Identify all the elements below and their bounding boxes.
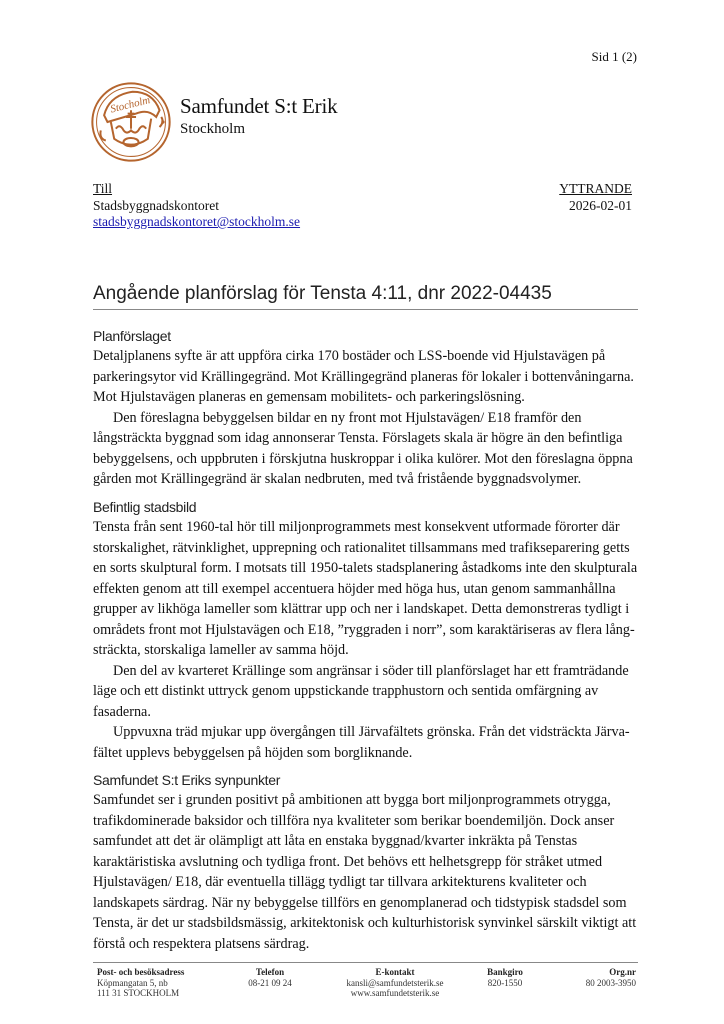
recipient-name: Stadsbyggnadskontoret xyxy=(93,197,219,213)
footer-contact xyxy=(335,967,455,999)
recipient-label: Till xyxy=(93,181,113,196)
document-type-block xyxy=(559,181,632,214)
samfundet-logo-icon xyxy=(89,80,173,164)
footer-text: Köpmangatan 5, nb xyxy=(97,977,168,988)
section-planforslaget xyxy=(93,328,641,490)
paragraph: Uppvuxna träd mjukar upp övergången till Järvafältets grönska. Från det vidsträckta Järvafältet upplevs bebyggelsen på höjden som borgliknande. xyxy=(93,724,630,761)
paragraph: Detaljplanens syfte är att uppföra cirka 170 bostäder och LSS-boende vid Hjulstavägen på parkeringsytor vid Krällingegränd. Mot Krällingegränd planeras för lokaler i bottenvåningarna. Mot Hjulstavägen planeras en gemensam mobilitets- och parkeringslösning. xyxy=(93,348,634,405)
footer-heading: Telefon xyxy=(255,967,285,977)
footer-heading: E-kontakt xyxy=(375,967,415,977)
recipient-block xyxy=(93,181,300,231)
document-date: 2026-02-01 xyxy=(569,197,632,213)
paragraph: Samfundet ser i grunden positivt på ambitionen att bygga bort miljonprogrammets otrygga, trafikdominerade baksidor och tillföra nya kvaliteter som berikar boendemiljön. Dock anser samfundet att det är olämpligt att låta en enstaka byggnad/kvarter inkräkta på Tenstas karaktäristiska avslutning och tydliga front. Det behövs ett helhetsgrepp för stråket utmed Hjulstavägen/ E18, där eventuella tillägg tydligt tar tillvara arkitekturens kvaliteter och landskapets särdrag. När ny bebyggelse tillförs en genomplanerad och tidstypisk stadsdel som Tensta, är det ur stadsbildsmässig, arkitektonisk och kulturhistorisk synvinkel särskilt viktigt att förstå och respektera platsens särdrag. xyxy=(93,792,637,952)
footer-text: 80 2003-3950 xyxy=(585,977,636,988)
footer-text: 820-1550 xyxy=(487,977,523,988)
footer-website[interactable]: www.samfundetsterik.se xyxy=(350,988,440,998)
footer-heading: Org.nr xyxy=(609,967,636,977)
footer-heading: Post- och besöksadress xyxy=(97,967,185,977)
svg-text:Stocholm: Stocholm xyxy=(109,94,152,116)
footer-phone xyxy=(240,967,300,988)
organization-city: Stockholm xyxy=(180,121,246,137)
footer-address xyxy=(97,967,184,999)
title-divider xyxy=(93,309,638,310)
footer-heading: Bankgiro xyxy=(487,967,523,977)
section-heading: Samfundet S:t Eriks synpunkter xyxy=(93,772,281,788)
organization-name: Samfundet S:t Erik xyxy=(180,94,338,118)
paragraph: Den del av kvarteret Krällinge som angränsar i söder till planförslaget har ett framträdande läge och ett distinkt uttryck genom uppstickande trapphustorn och sentida omfärgning av fasaderna. xyxy=(93,662,629,720)
section-synpunkter xyxy=(93,772,641,954)
section-heading: Planförslaget xyxy=(93,328,171,344)
footer-bankgiro xyxy=(480,967,530,988)
page-number: Sid 1 (2) xyxy=(591,49,637,64)
footer-orgnr xyxy=(586,967,636,988)
section-befintlig-stadsbild xyxy=(93,499,641,763)
footer-text: 111 31 STOCKHOLM xyxy=(97,988,180,998)
document-type: YTTRANDE xyxy=(559,181,632,196)
paragraph: Tensta från sent 1960-tal hör till miljonprogrammets mest konsekvent utformade förorter där storskalighet, rätvinklighet, upprepning och rationalitet tillsammans med trafikseparering getts en sorts skulptural form. I motsats till 1950-talets stadsplanering åstadkoms inte den skulpturala effekten genom att till exempel accentuera höjder med höga hus, utan genom sammanhållna grupper av likhöga lameller som klättrar upp och ner i landskapet. Detta demonstreras tydligt i områdets front mot Hjulstavägen och E18, ”ryggraden i norr”, som karaktäriseras av flera långsträckta, storskaliga lameller av samma höjd. xyxy=(93,519,638,658)
footer-email[interactable]: kansli@samfundetsterik.se xyxy=(346,977,444,988)
footer-divider xyxy=(93,962,638,963)
recipient-email-link[interactable]: stadsbyggnadskontoret@stockholm.se xyxy=(93,214,301,229)
paragraph: Den föreslagna bebyggelsen bildar en ny front mot Hjulstavägen/ E18 framför den långsträckta byggnad som idag annonserar Tensta. Förslagets skala är högre än den befintliga bebyggelsens, och uppbruten i förskjutna huskroppar i olika kulörer. Mot den föreslagna öppna gården mot Krällingegränd är skalan nedbruten, med två fristående byggnadsvolymer. xyxy=(93,409,633,487)
section-heading: Befintlig stadsbild xyxy=(93,499,197,515)
footer-text: 08-21 09 24 xyxy=(248,977,292,988)
document-title: Angående planförslag för Tensta 4:11, dnr 2022-04435 xyxy=(93,283,552,304)
